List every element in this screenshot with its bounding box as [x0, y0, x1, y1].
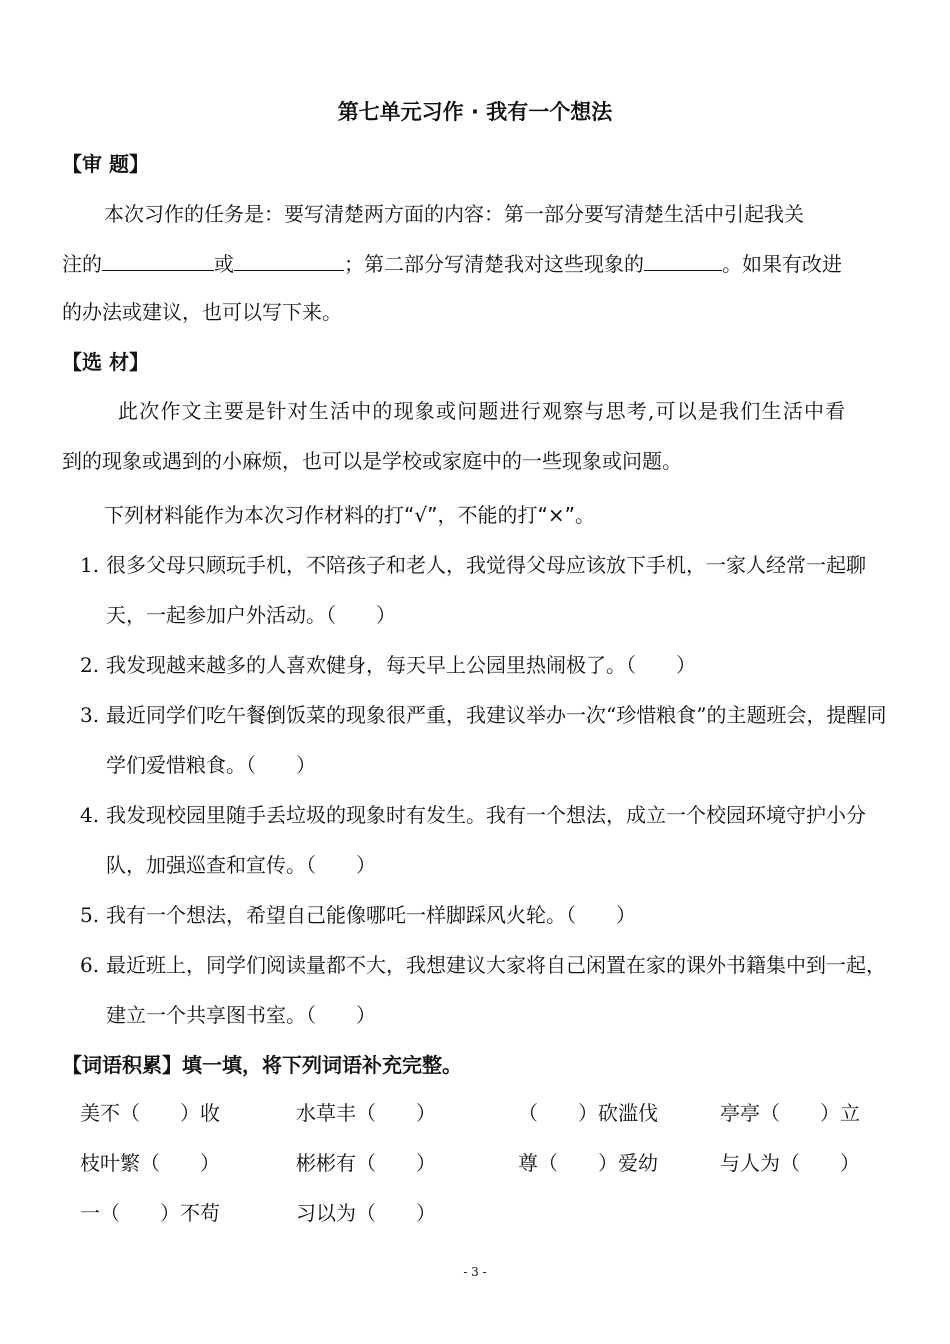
task-line-2-b: 或 [214, 252, 234, 276]
material-instruction: 下列材料能作为本次习作材料的打“√”，不能的打“×”。 [104, 503, 595, 527]
material-para-line-1: 此次作文主要是针对生活中的现象或问题进行观察与思考,可以是我们生活中看 [118, 399, 847, 423]
task-line-3: 的办法或建议，也可以写下来。 [62, 300, 342, 324]
vocab-instruction: 填一填，将下列词语补充完整。 [182, 1053, 462, 1077]
list-item [80, 690, 900, 790]
item-text[interactable]: 最近同学们吃午餐倒饭菜的现象很严重，我建议举办一次“珍惜粮食”的主题班会，提醒同学们爱惜粮食。（ ） [106, 703, 887, 777]
item-number: 4. [80, 803, 100, 827]
item-number: 3. [80, 703, 100, 727]
vocab-item[interactable]: 一（ ）不苟 [80, 1201, 220, 1225]
task-line-2-d: 。如果有改进 [722, 252, 842, 276]
vocab-item[interactable]: 习以为（ ） [296, 1201, 436, 1225]
section-heading-vocab: 【词语积累】 [62, 1053, 182, 1077]
fill-blank-2[interactable] [234, 248, 344, 271]
item-text[interactable]: 最近班上，同学们阅读量都不大，我想建议大家将自己闲置在家的课外书籍集中到一起，建立一个共享图书室。（ ） [106, 953, 886, 1027]
vocab-item[interactable]: 亭亭（ ）立 [720, 1101, 860, 1125]
fill-blank-1[interactable] [102, 248, 214, 271]
list-item [80, 540, 900, 640]
vocab-row [80, 1138, 900, 1188]
page-number: - 3 - [463, 1265, 487, 1279]
item-text[interactable]: 我有一个想法，希望自己能像哪吒一样脚踩风火轮。（ ） [106, 903, 636, 927]
task-line-2-c: ；第二部分写清楚我对这些现象的 [344, 252, 644, 276]
list-item [80, 940, 900, 1040]
vocab-row [80, 1088, 900, 1138]
task-line-1 [104, 189, 804, 240]
vocab-item[interactable]: 与人为（ ） [720, 1151, 860, 1175]
section-heading-material: 【选 材】 [62, 350, 149, 374]
item-text[interactable]: 很多父母只顾玩手机，不陪孩子和老人，我觉得父母应该放下手机，一家人经常一起聊天，一起参加户外活动。（ ） [106, 553, 866, 627]
vocab-row [80, 1188, 900, 1238]
task-lead: 本次习作的任务是 [104, 202, 264, 226]
item-number: 1. [80, 553, 100, 577]
vocab-heading-line [62, 1045, 462, 1085]
vocab-item[interactable]: 尊（ ）爱幼 [518, 1151, 658, 1175]
list-item [80, 890, 900, 940]
vocab-item[interactable]: 水草丰（ ） [296, 1101, 436, 1125]
section-heading-review: 【审 题】 [62, 152, 149, 176]
material-items-list [80, 540, 900, 1040]
vocab-item[interactable]: 彬彬有（ ） [296, 1151, 436, 1175]
page-title: 第七单元习作 · 我有一个想法 [337, 100, 613, 124]
task-line-1-text: ：要写清楚两方面的内容：第一部分要写清楚生活中引起我关 [264, 202, 804, 226]
item-text[interactable]: 我发现越来越多的人喜欢健身，每天早上公园里热闹极了。（ ） [106, 653, 696, 677]
list-item [80, 640, 900, 690]
material-para-line-2: 到的现象或遇到的小麻烦，也可以是学校或家庭中的一些现象或问题。 [62, 449, 682, 473]
vocab-item[interactable]: 美不（ ）收 [80, 1101, 220, 1125]
item-number: 2. [80, 653, 100, 677]
item-number: 6. [80, 953, 100, 977]
list-item [80, 790, 900, 890]
item-text[interactable]: 我发现校园里随手丢垃圾的现象时有发生。我有一个想法，成立一个校园环境守护小分队，加强巡查和宣传。（ ） [106, 803, 866, 877]
task-line-2-a: 注的 [62, 252, 102, 276]
task-line-2 [62, 239, 842, 289]
fill-blank-3[interactable] [644, 248, 722, 271]
vocab-grid [80, 1088, 900, 1238]
item-number: 5. [80, 903, 100, 927]
vocab-item[interactable]: （ ）砍滥伐 [518, 1101, 658, 1125]
vocab-item[interactable]: 枝叶繁（ ） [80, 1151, 220, 1175]
